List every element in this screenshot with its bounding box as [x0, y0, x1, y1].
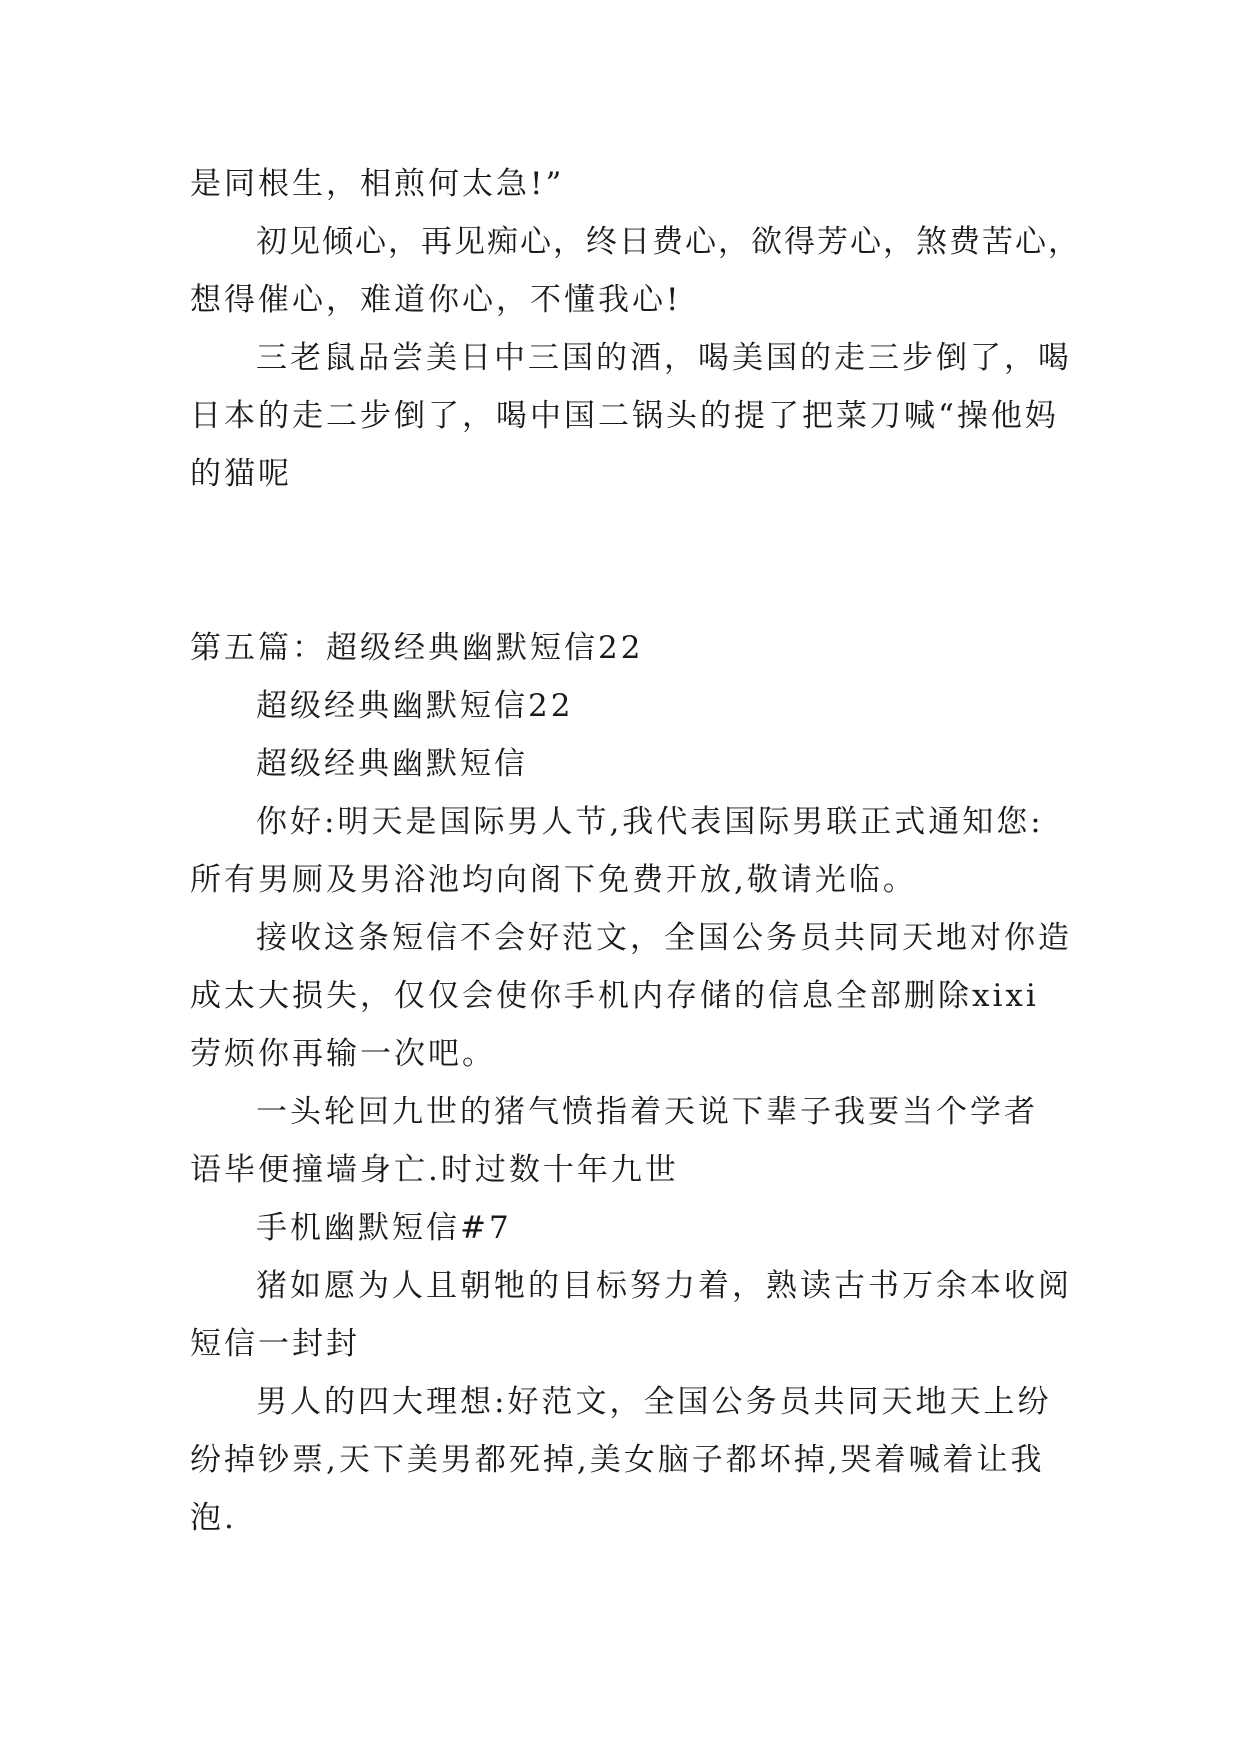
paragraph-first-line: 一头轮回九世的猪气愤指着天说下辈子我要当个学者	[256, 1094, 1038, 1130]
section-heading: 第五篇：超级经典幽默短信22	[190, 630, 644, 666]
paragraph-first-line: 接收这条短信不会好范文，全国公务员共同天地对你造	[256, 920, 1072, 956]
text-line: 是同根生，相煎何太急!”	[190, 166, 565, 202]
text-line: 的猫呢	[190, 456, 292, 492]
text-line: 短信一封封	[190, 1326, 360, 1362]
text-line: 语毕便撞墙身亡.时过数十年九世	[190, 1152, 679, 1188]
text-line: 想得催心，难道你心，不懂我心!	[190, 282, 682, 318]
text-line: 纷掉钞票,天下美男都死掉,美女脑子都坏掉,哭着喊着让我	[190, 1442, 1045, 1478]
paragraph-first-line: 三老鼠品尝美日中三国的酒，喝美国的走三步倒了，喝	[256, 340, 1072, 376]
paragraph-first-line: 男人的四大理想:好范文，全国公务员共同天地天上纷	[256, 1384, 1052, 1420]
subheading: 超级经典幽默短信22	[256, 688, 574, 724]
subheading: 手机幽默短信#7	[256, 1210, 512, 1246]
paragraph-first-line: 初见倾心，再见痴心，终日费心，欲得芳心，煞费苦心，	[256, 224, 1081, 260]
subheading: 超级经典幽默短信	[256, 746, 528, 782]
paragraph-first-line: 你好:明天是国际男人节,我代表国际男联正式通知您:	[256, 804, 1044, 840]
text-line: 所有男厕及男浴池均向阁下免费开放,敬请光临。	[190, 862, 917, 898]
text-line: 日本的走二步倒了，喝中国二锅头的提了把菜刀喊“操他妈	[190, 398, 1059, 434]
text-line: 成太大损失，仅仅会使你手机内存储的信息全部删除xixi	[190, 978, 1039, 1014]
paragraph-first-line: 猪如愿为人且朝牠的目标努力着，熟读古书万余本收阅	[256, 1268, 1072, 1304]
text-line: 劳烦你再输一次吧。	[190, 1036, 496, 1072]
text-line: 泡.	[190, 1500, 237, 1536]
